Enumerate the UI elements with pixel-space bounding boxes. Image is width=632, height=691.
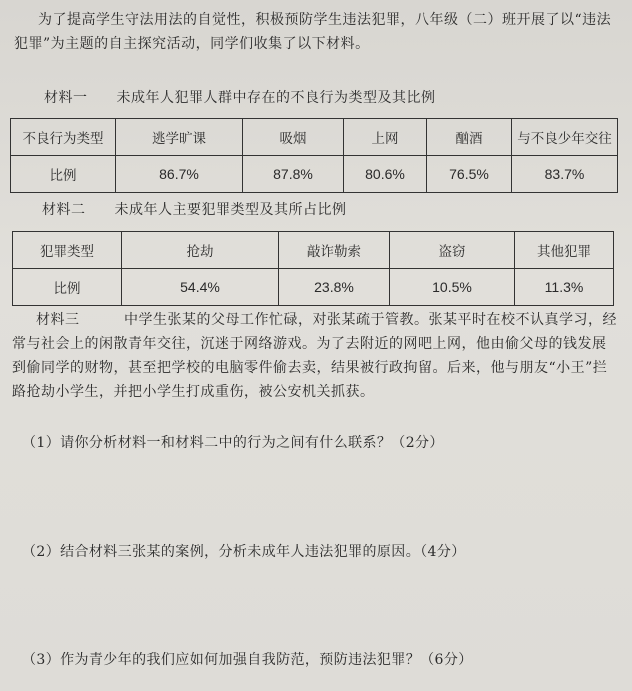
table-row — [13, 232, 614, 269]
material3-text: 中学生张某的父母工作忙碌，对张某疏于管教。张某平时在校不认真学习，经常与社会上的闲散青年交往，沉迷于网络游戏。为了去附近的网吧上网，他由偷父母的钱发展到偷同学的财物，甚至把学校的电脑零件偷去卖，结果被行政拘留。后来，他与朋友“小王”拦路抢劫小学生，并把小学生打成重伤，被公安机关抓获。 — [12, 312, 617, 400]
table-cell: 83.7% — [512, 156, 618, 193]
table-header-cell: 犯罪类型 — [13, 232, 122, 269]
table-row — [11, 119, 618, 156]
table-cell: 23.8% — [279, 269, 390, 306]
table-row — [11, 156, 618, 193]
table-cell: 54.4% — [122, 269, 279, 306]
table-cell: 76.5% — [427, 156, 512, 193]
table-header-cell: 逃学旷课 — [116, 119, 243, 156]
material1-table — [10, 118, 618, 193]
table-cell: 11.3% — [515, 269, 614, 306]
material2-table — [12, 231, 614, 306]
question-1: （1）请你分析材料一和材料二中的行为之间有什么联系？（2分） — [22, 435, 444, 451]
material3-paragraph — [12, 308, 620, 404]
intro-paragraph: 为了提高学生守法用法的自觉性，积极预防学生违法犯罪，八年级（二）班开展了以“违法犯罪”为主题的自主探究活动，同学们收集了以下材料。 — [14, 12, 612, 52]
table-cell: 87.8% — [243, 156, 344, 193]
table-header-cell: 敲诈勒索 — [279, 232, 390, 269]
table-header-cell: 抢劫 — [122, 232, 279, 269]
table-header-cell: 与不良少年交往 — [512, 119, 618, 156]
table-cell: 80.6% — [344, 156, 427, 193]
question-3: （3）作为青少年的我们应如何加强自我防范，预防违法犯罪？（6分） — [22, 652, 473, 668]
table-row-label: 比例 — [11, 156, 116, 193]
material2-title: 材料二 未成年人主要犯罪类型及其所占比例 — [42, 202, 347, 218]
material1-title: 材料一 未成年人犯罪人群中存在的不良行为类型及其比例 — [44, 90, 436, 106]
question-2: （2）结合材料三张某的案例，分析未成年人违法犯罪的原因。（4分） — [22, 544, 466, 560]
table-row-label: 比例 — [13, 269, 122, 306]
table-cell: 10.5% — [390, 269, 515, 306]
table-header-cell: 盗窃 — [390, 232, 515, 269]
table-header-cell: 其他犯罪 — [515, 232, 614, 269]
table-header-cell: 酗酒 — [427, 119, 512, 156]
table-header-cell: 吸烟 — [243, 119, 344, 156]
material3-lead: 材料三 — [36, 312, 80, 328]
table-header-cell: 不良行为类型 — [11, 119, 116, 156]
table-row — [13, 269, 614, 306]
table-cell: 86.7% — [116, 156, 243, 193]
table-header-cell: 上网 — [344, 119, 427, 156]
